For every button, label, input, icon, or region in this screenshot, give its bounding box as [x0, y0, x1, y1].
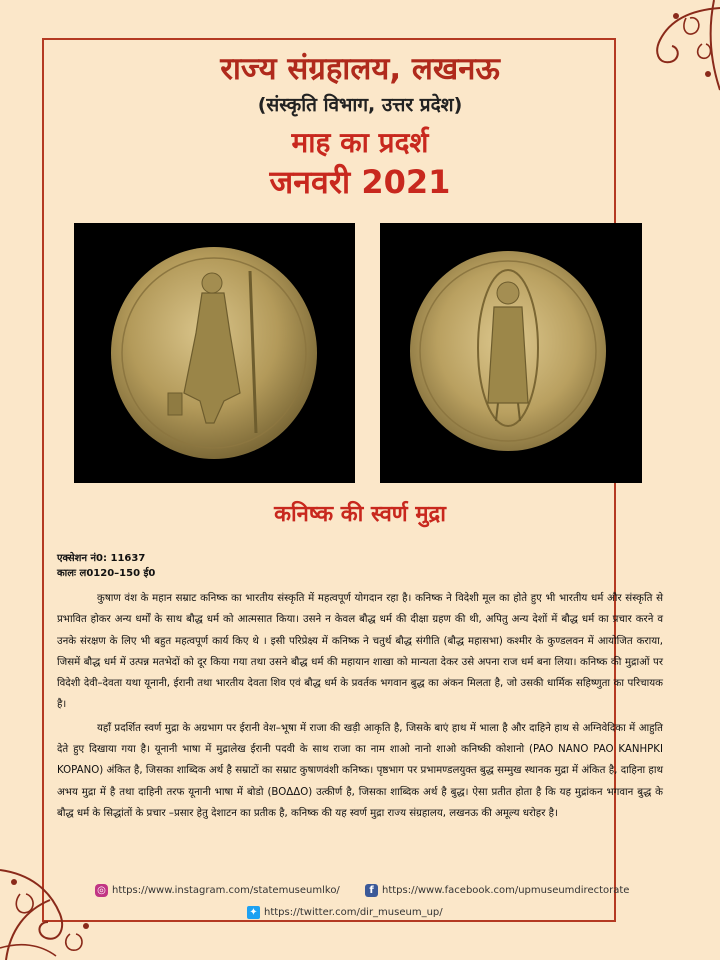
description-paragraph-1: कुषाण वंश के महान सम्राट कनिष्क का भारतीय संस्कृति में महत्वपूर्ण योगदान रहा है। कनिष्क ने विदेशी मूल का होते हुए भी भारतीय धर्म और संस्कृति से प्रभावित होकर अन्य धर्मों के साथ बौद्ध धर्म को आत्मसात किया। उसने न केवल बौद्ध धर्म की दीक्षा ग्रहण की थी, अपितु अन्य देशों में बौद्ध धर्म का प्रचार करने व उनके संरक्षण के लिए भी बहुत महत्वपूर्ण कार्य किए थे । इसी परिप्रेक्ष्य में कनिष्क ने चतुर्थ बौद्ध संगीति (बौद्ध महासभा) कश्मीर के कुण्डलवन में आयोजित कराया, जिसमें बौद्ध धर्म में उत्पन्न मतभेदों को दूर किया गया तथा उसने बौद्ध धर्म की महायान शाखा को मान्यता देकर उसे अपना राज धर्म बना लिया। कनिष्क की मुद्राओं पर विदेशी देवी–देवता यथा यूनानी, ईरानी तथा भारतीय देवता शिव एवं बौद्ध धर्म के प्रवर्तक भगवान बुद्ध का अंकन मिलता है, जो उसकी धार्मिक सहिष्णुता का परिचायक है। [57, 593, 663, 711]
month-label: जनवरी 2021 [269, 163, 451, 201]
instagram-link[interactable]: ◎ https://www.instagram.com/statemuseumlko/ [95, 884, 340, 897]
description-paragraph-2: यहाँ प्रदर्शित स्वर्ण मुद्रा के अग्रभाग पर ईरानी वेश–भूषा में राजा की खड़ी आकृति है, जिसके बाएं हाथ में भाला है और दाहिने हाथ से अग्निवेदिका में आहुति देते हुए दिखाया गया है। यूनानी भाषा में मुद्रालेख ईरानी पदवी के साथ राजा का नाम शाओ नानो शाओ कनिष्की कोशानो (PAO NANO PAO KANHPKI KOPANO) अंकित है, जिसका शाब्दिक अर्थ है सम्राटों का सम्राट कुषाणवंशी कनिष्क। पृष्ठभाग पर प्रभामण्डलयुक्त बुद्ध सम्मुख स्थानक मुद्रा में अंकित है, दाहिना हाथ अभय मुद्रा में है तथा दाहिनी तरफ यूनानी भाषा में बोडो (BOΔΔO) उत्कीर्ण है, जिसका शाब्दिक अर्थ है बुद्ध। ऐसा प्रतीत होता है कि यह मुद्रांकन भगवान बुद्ध के बौद्ध धर्म के सिद्धांतों के प्रचार –प्रसार हेतु देशाटन का प्रतीक है, कनिष्क की यह स्वर्ण मुद्रा राज्य संग्रहालय, लखनऊ की अमूल्य धरोहर है। [57, 722, 663, 819]
accession-number: एक्सेशन नं0: 11637 [57, 553, 146, 564]
museum-title: राज्य संग्रहालय, लखनऊ [220, 51, 500, 87]
department-subtitle: (संस्कृति विभाग, उत्तर प्रदेश) [257, 94, 463, 116]
coin-name-heading: कनिष्क की स्वर्ण मुद्रा [274, 502, 446, 527]
twitter-link[interactable]: ✦ https://twitter.com/dir_museum_up/ [247, 906, 443, 919]
coin-obverse-image [74, 223, 355, 483]
facebook-icon: f [365, 884, 378, 897]
exhibit-of-month-label: माह का प्रदर्श [291, 126, 429, 159]
description [57, 588, 663, 824]
coin-metadata [57, 551, 155, 581]
period: कालः ल0120–150 ई0 [57, 568, 156, 579]
coin-reverse-image [380, 223, 642, 483]
facebook-link[interactable]: f https://www.facebook.com/upmuseumdirectorate [365, 884, 629, 897]
twitter-icon: ✦ [247, 906, 260, 919]
instagram-icon: ◎ [95, 884, 108, 897]
header [60, 48, 660, 202]
